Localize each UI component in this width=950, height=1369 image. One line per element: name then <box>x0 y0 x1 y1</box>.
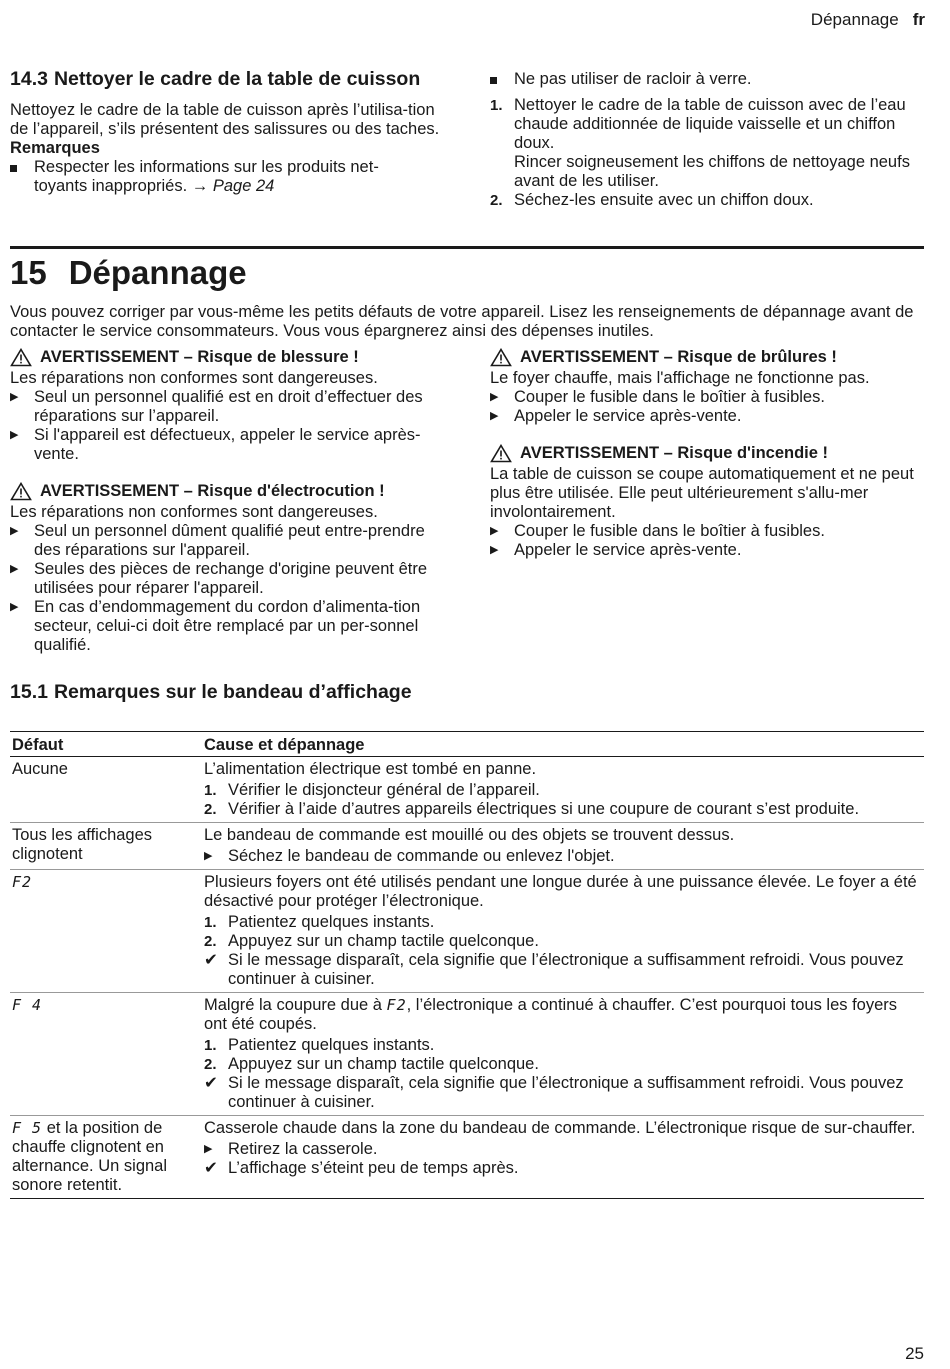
step-item: 2. Séchez-les ensuite avec un chiffon doux. <box>490 191 814 209</box>
warnings-left <box>10 348 435 673</box>
triangle-bullet-icon: ▶ <box>204 1143 213 1155</box>
remark-item: Ne pas utiliser de racloir à verre. <box>490 70 920 89</box>
header-language: fr <box>912 10 925 29</box>
cause-cell: L’alimentation électrique est tombé en panne. 1. Vérifier le disjoncteur général de l’appareil. 2. Vérifier à l’aide d’autres appareils électriques si une coupure de courant s’est produite. <box>204 757 924 823</box>
warning-bullet: ▶ Appeler le service après-vente. <box>490 541 742 559</box>
chapter-15-intro: Vous pouvez corriger par vous-même les petits défauts de votre appareil. Lisez les renseignements de dépannage avant de contacter le service consommateurs. Vous vous épargnerez ainsi des dépenses inutiles. <box>10 303 914 340</box>
step-item: 1. Nettoyer le cadre de la table de cuisson avec de l’eau chaude additionnée de liquide vaisselle et un chiffon doux. Rincer soigneusement les chiffons de nettoyage neufs avant de les utiliser. <box>490 96 910 190</box>
defect-cell <box>10 993 204 1116</box>
warning-text: Les réparations non conformes sont dangereuses. <box>10 503 378 521</box>
table-row <box>10 757 924 823</box>
header-section: Dépannage <box>810 10 899 29</box>
section-14-3-left <box>10 70 445 196</box>
triangle-bullet-icon: ▶ <box>490 544 499 556</box>
triangle-bullet-icon: ▶ <box>10 429 19 441</box>
warning-bullet: ▶ En cas d’endommagement du cordon d’alimenta-tion secteur, celui-ci doit être remplacé par un per-sonnel qualifié. <box>10 598 421 654</box>
triangle-bullet-icon: ▶ <box>490 410 499 422</box>
section-14-3-title: 14.3 Nettoyer le cadre de la table de cuisson <box>10 68 421 90</box>
triangle-bullet-icon: ▶ <box>10 563 19 575</box>
error-code: F2 <box>12 873 33 891</box>
section-15-1-title: 15.1 Remarques sur le bandeau d’affichage <box>10 681 412 703</box>
warning-triangle-icon <box>10 348 32 367</box>
section-14-3-intro: Nettoyez le cadre de la table de cuisson après l’utilisa-tion de l’appareil, s’ils présentent des salissures ou des taches. <box>10 101 440 138</box>
warning-triangle-icon <box>10 482 32 501</box>
warning-bullet: ▶ Seules des pièces de rechange d'origine peuvent être utilisées pour réparer l'appareil. <box>10 560 428 597</box>
table-row <box>10 1116 924 1199</box>
defect-cell: Aucune <box>10 757 204 823</box>
defect-cell <box>10 870 204 993</box>
warning-triangle-icon <box>490 444 512 463</box>
checkmark-icon: ✔ <box>204 1074 218 1092</box>
defect-cell: Tous les affichages clignotent <box>10 823 204 870</box>
warning-text: La table de cuisson se coupe automatiquement et ne peut plus être utilisée. Elle peut ultérieurement s'allu-mer involontairement. <box>490 465 914 521</box>
table-row <box>10 870 924 993</box>
warning-title: AVERTISSEMENT – Risque de blessure ! <box>10 348 435 367</box>
error-code: F2 <box>386 996 407 1014</box>
warning-bullet: ▶ Si l'appareil est défectueux, appeler le service après-vente. <box>10 426 421 463</box>
warning-bullet: ▶ Couper le fusible dans le boîtier à fusibles. <box>490 522 825 540</box>
triangle-bullet-icon: ▶ <box>490 525 499 537</box>
warning-fire <box>490 444 915 560</box>
section-divider <box>10 246 924 249</box>
running-header <box>811 10 925 29</box>
troubleshooting-table <box>10 731 924 1199</box>
warning-text: Les réparations non conformes sont dangereuses. <box>10 369 378 387</box>
checkmark-icon: ✔ <box>204 951 218 969</box>
square-bullet-icon <box>490 77 497 84</box>
triangle-bullet-icon: ▶ <box>10 601 19 613</box>
column-header: Défaut <box>10 732 204 757</box>
table-row <box>10 993 924 1116</box>
warning-bullet: ▶ Couper le fusible dans le boîtier à fusibles. <box>490 388 825 406</box>
warning-bullet: ▶ Appeler le service après-vente. <box>490 407 742 425</box>
error-code: F 4 <box>12 996 43 1014</box>
warning-burns <box>490 348 915 426</box>
cause-cell: Casserole chaude dans la zone du bandeau de commande. L’électronique risque de sur-chauffer. ▶ Retirez la casserole. ✔ L’affichage s’éteint peu de temps après. <box>204 1116 924 1199</box>
remark-item: Respecter les informations sur les produits net- toyants inappropriés. → Page 24 <box>10 158 445 196</box>
triangle-bullet-icon: ▶ <box>204 850 213 862</box>
cause-cell: Plusieurs foyers ont été utilisés pendant une longue durée à une puissance élevée. Le foyer a été désactivé pour protéger l’électronique. 1. Patientez quelques instants. 2. Appuyez sur un champ tactile quelconque. ✔ Si le message disparaît, cela signifie que l’électronique a suffisamment refroidi. Vous pouvez continuer à cuisiner. <box>204 870 924 993</box>
cause-cell: Le bandeau de commande est mouillé ou des objets se trouvent dessus. ▶ Séchez le bandeau de commande ou enlevez l'objet. <box>204 823 924 870</box>
warning-title: AVERTISSEMENT – Risque d'incendie ! <box>490 444 915 463</box>
triangle-bullet-icon: ▶ <box>10 525 19 537</box>
remarks-label: Remarques <box>10 139 100 157</box>
table-header-row <box>10 732 924 757</box>
page-reference: → Page 24 <box>191 177 275 195</box>
checkmark-icon: ✔ <box>204 1159 218 1177</box>
error-code: F 5 <box>12 1119 43 1137</box>
warning-title: AVERTISSEMENT – Risque de brûlures ! <box>490 348 915 367</box>
warning-bullet: ▶ Seul un personnel qualifié est en droit d’effectuer des réparations sur l’appareil. <box>10 388 423 425</box>
page-number: 25 <box>905 1344 924 1363</box>
section-14-3-right <box>490 70 920 210</box>
warnings-right <box>490 348 915 578</box>
warning-text: Le foyer chauffe, mais l'affichage ne fonctionne pas. <box>490 369 870 387</box>
triangle-bullet-icon: ▶ <box>490 391 499 403</box>
table-row <box>10 823 924 870</box>
warning-electrocution <box>10 482 435 655</box>
square-bullet-icon <box>10 165 17 172</box>
chapter-15-title: 15 Dépannage <box>10 254 247 291</box>
warning-bullet: ▶ Seul un personnel dûment qualifié peut entre-prendre des réparations sur l'appareil. <box>10 522 425 559</box>
warning-triangle-icon <box>490 348 512 367</box>
column-header: Cause et dépannage <box>204 732 924 757</box>
defect-cell: F 5 et la position de chauffe clignotent en alternance. Un signal sonore retentit. <box>10 1116 204 1199</box>
warning-title: AVERTISSEMENT – Risque d'électrocution ! <box>10 482 435 501</box>
warning-injury <box>10 348 435 464</box>
cause-cell: Malgré la coupure due à F2, l’électronique a continué à chauffer. C’est pourquoi tous les foyers ont été coupés. 1. Patientez quelques instants. 2. Appuyez sur un champ tactile quelconque. ✔ Si le message disparaît, cela signifie que l’électronique a suffisamment refroidi. Vous pouvez continuer à cuisiner. <box>204 993 924 1116</box>
triangle-bullet-icon: ▶ <box>10 391 19 403</box>
